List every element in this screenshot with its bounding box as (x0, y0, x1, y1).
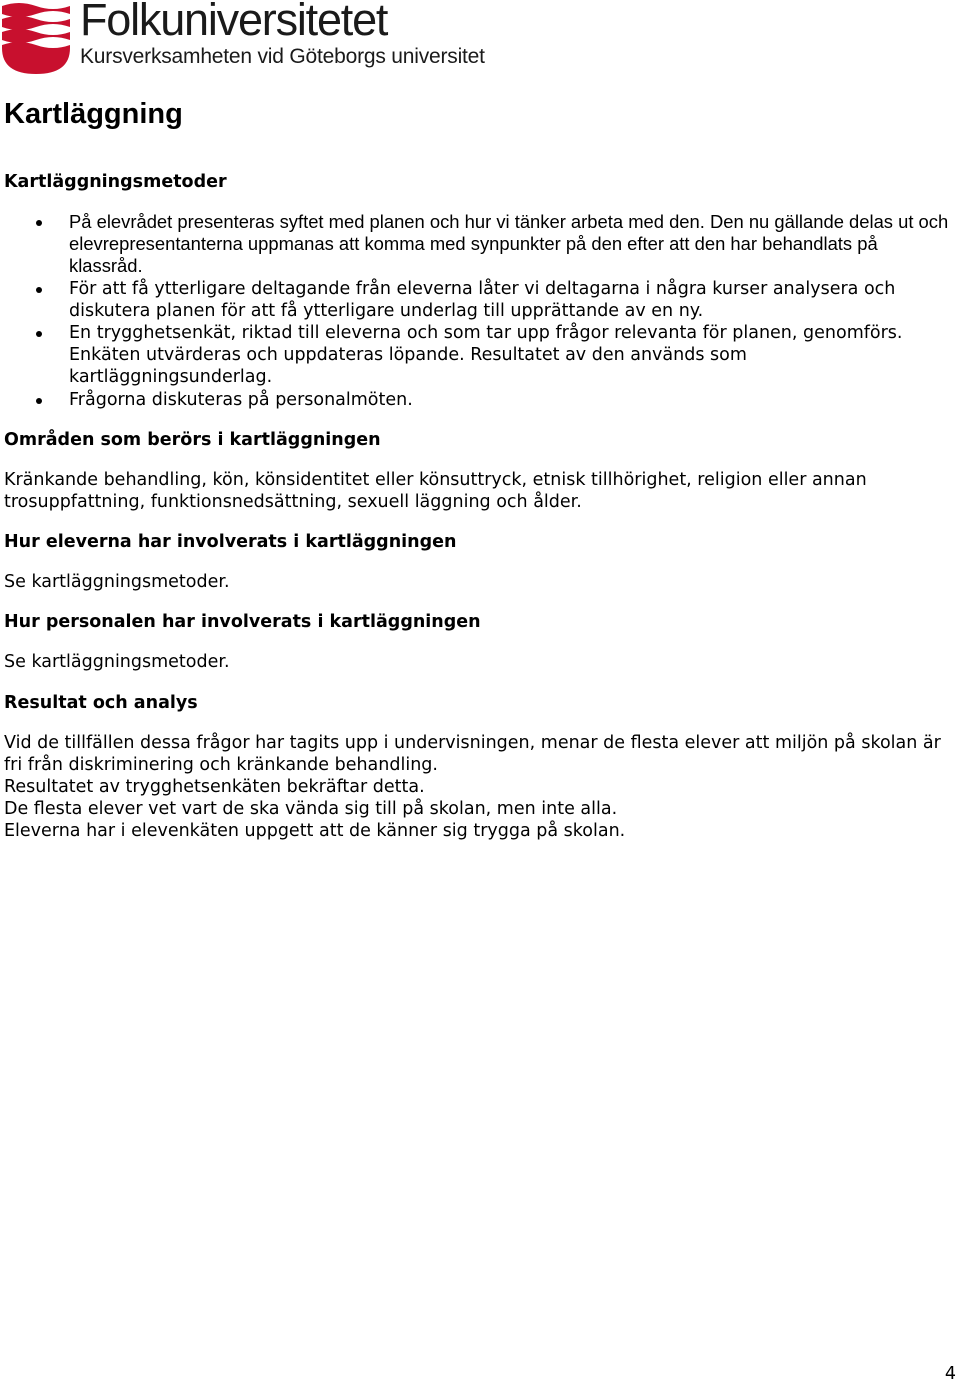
folkuniversitetet-logo-icon (2, 2, 70, 74)
logo-name: Folkuniversitetet (80, 0, 388, 45)
section-heading-methods: Kartläggningsmetoder (4, 172, 227, 192)
list-item: På elevrådet presenteras syftet med planen och hur vi tänker arbeta med den. Den nu gällande delas ut och elevrepresentanterna uppmanas att komma med synpunkter på den efter att den har behandlats på klassråd. (4, 211, 954, 278)
list-item: Frågorna diskuteras på personalmöten. (4, 389, 954, 411)
areas-text: Kränkande behandling, kön, könsidentitet eller könsuttryck, etnisk tillhörighet, religion eller annan trosuppfattning, funktionsnedsättning, sexuell läggning och ålder. (4, 469, 867, 513)
section-heading-result: Resultat och analys (4, 692, 198, 713)
students-text: Se kartläggningsmetoder. (4, 572, 230, 593)
result-line: De flesta elever vet vart de ska vända sig till på skolan, men inte alla. (4, 799, 618, 820)
section-heading-areas: Områden som berörs i kartläggningen (4, 429, 381, 450)
page-number: 4 (944, 1364, 956, 1384)
result-line: Resultatet av trygghetsenkäten bekräftar detta. (4, 777, 425, 798)
logo-subtitle: Kursverksamheten vid Göteborgs universitet (80, 45, 485, 68)
section-heading-staff: Hur personalen har involverats i kartläggningen (4, 612, 481, 633)
list-item: En trygghetsenkät, riktad till eleverna och som tar upp frågor relevanta för planen, genomförs. Enkäten utvärderas och uppdateras löpande. Resultatet av den används som kartläggningsunderlag. (4, 322, 954, 389)
result-line: Eleverna har i elevenkäten uppgett att de känner sig trygga på skolan. (4, 821, 626, 842)
list-item: För att få ytterligare deltagande från eleverna låter vi deltagarna i några kurser analysera och diskutera planen för att få ytterligare underlag till upprättande av en ny. (4, 278, 954, 322)
result-section (4, 692, 954, 843)
result-line: Vid de tillfällen dessa frågor har tagits upp i undervisningen, menar de flesta elever att miljön på skolan är fri från diskriminering och kränkande behandling. (4, 732, 941, 775)
page-title: Kartläggning (4, 98, 183, 130)
methods-list (4, 211, 954, 411)
logo (0, 0, 500, 76)
section-heading-students: Hur eleverna har involverats i kartläggningen (4, 532, 457, 553)
document-body (4, 94, 954, 843)
staff-text: Se kartläggningsmetoder. (4, 652, 230, 673)
